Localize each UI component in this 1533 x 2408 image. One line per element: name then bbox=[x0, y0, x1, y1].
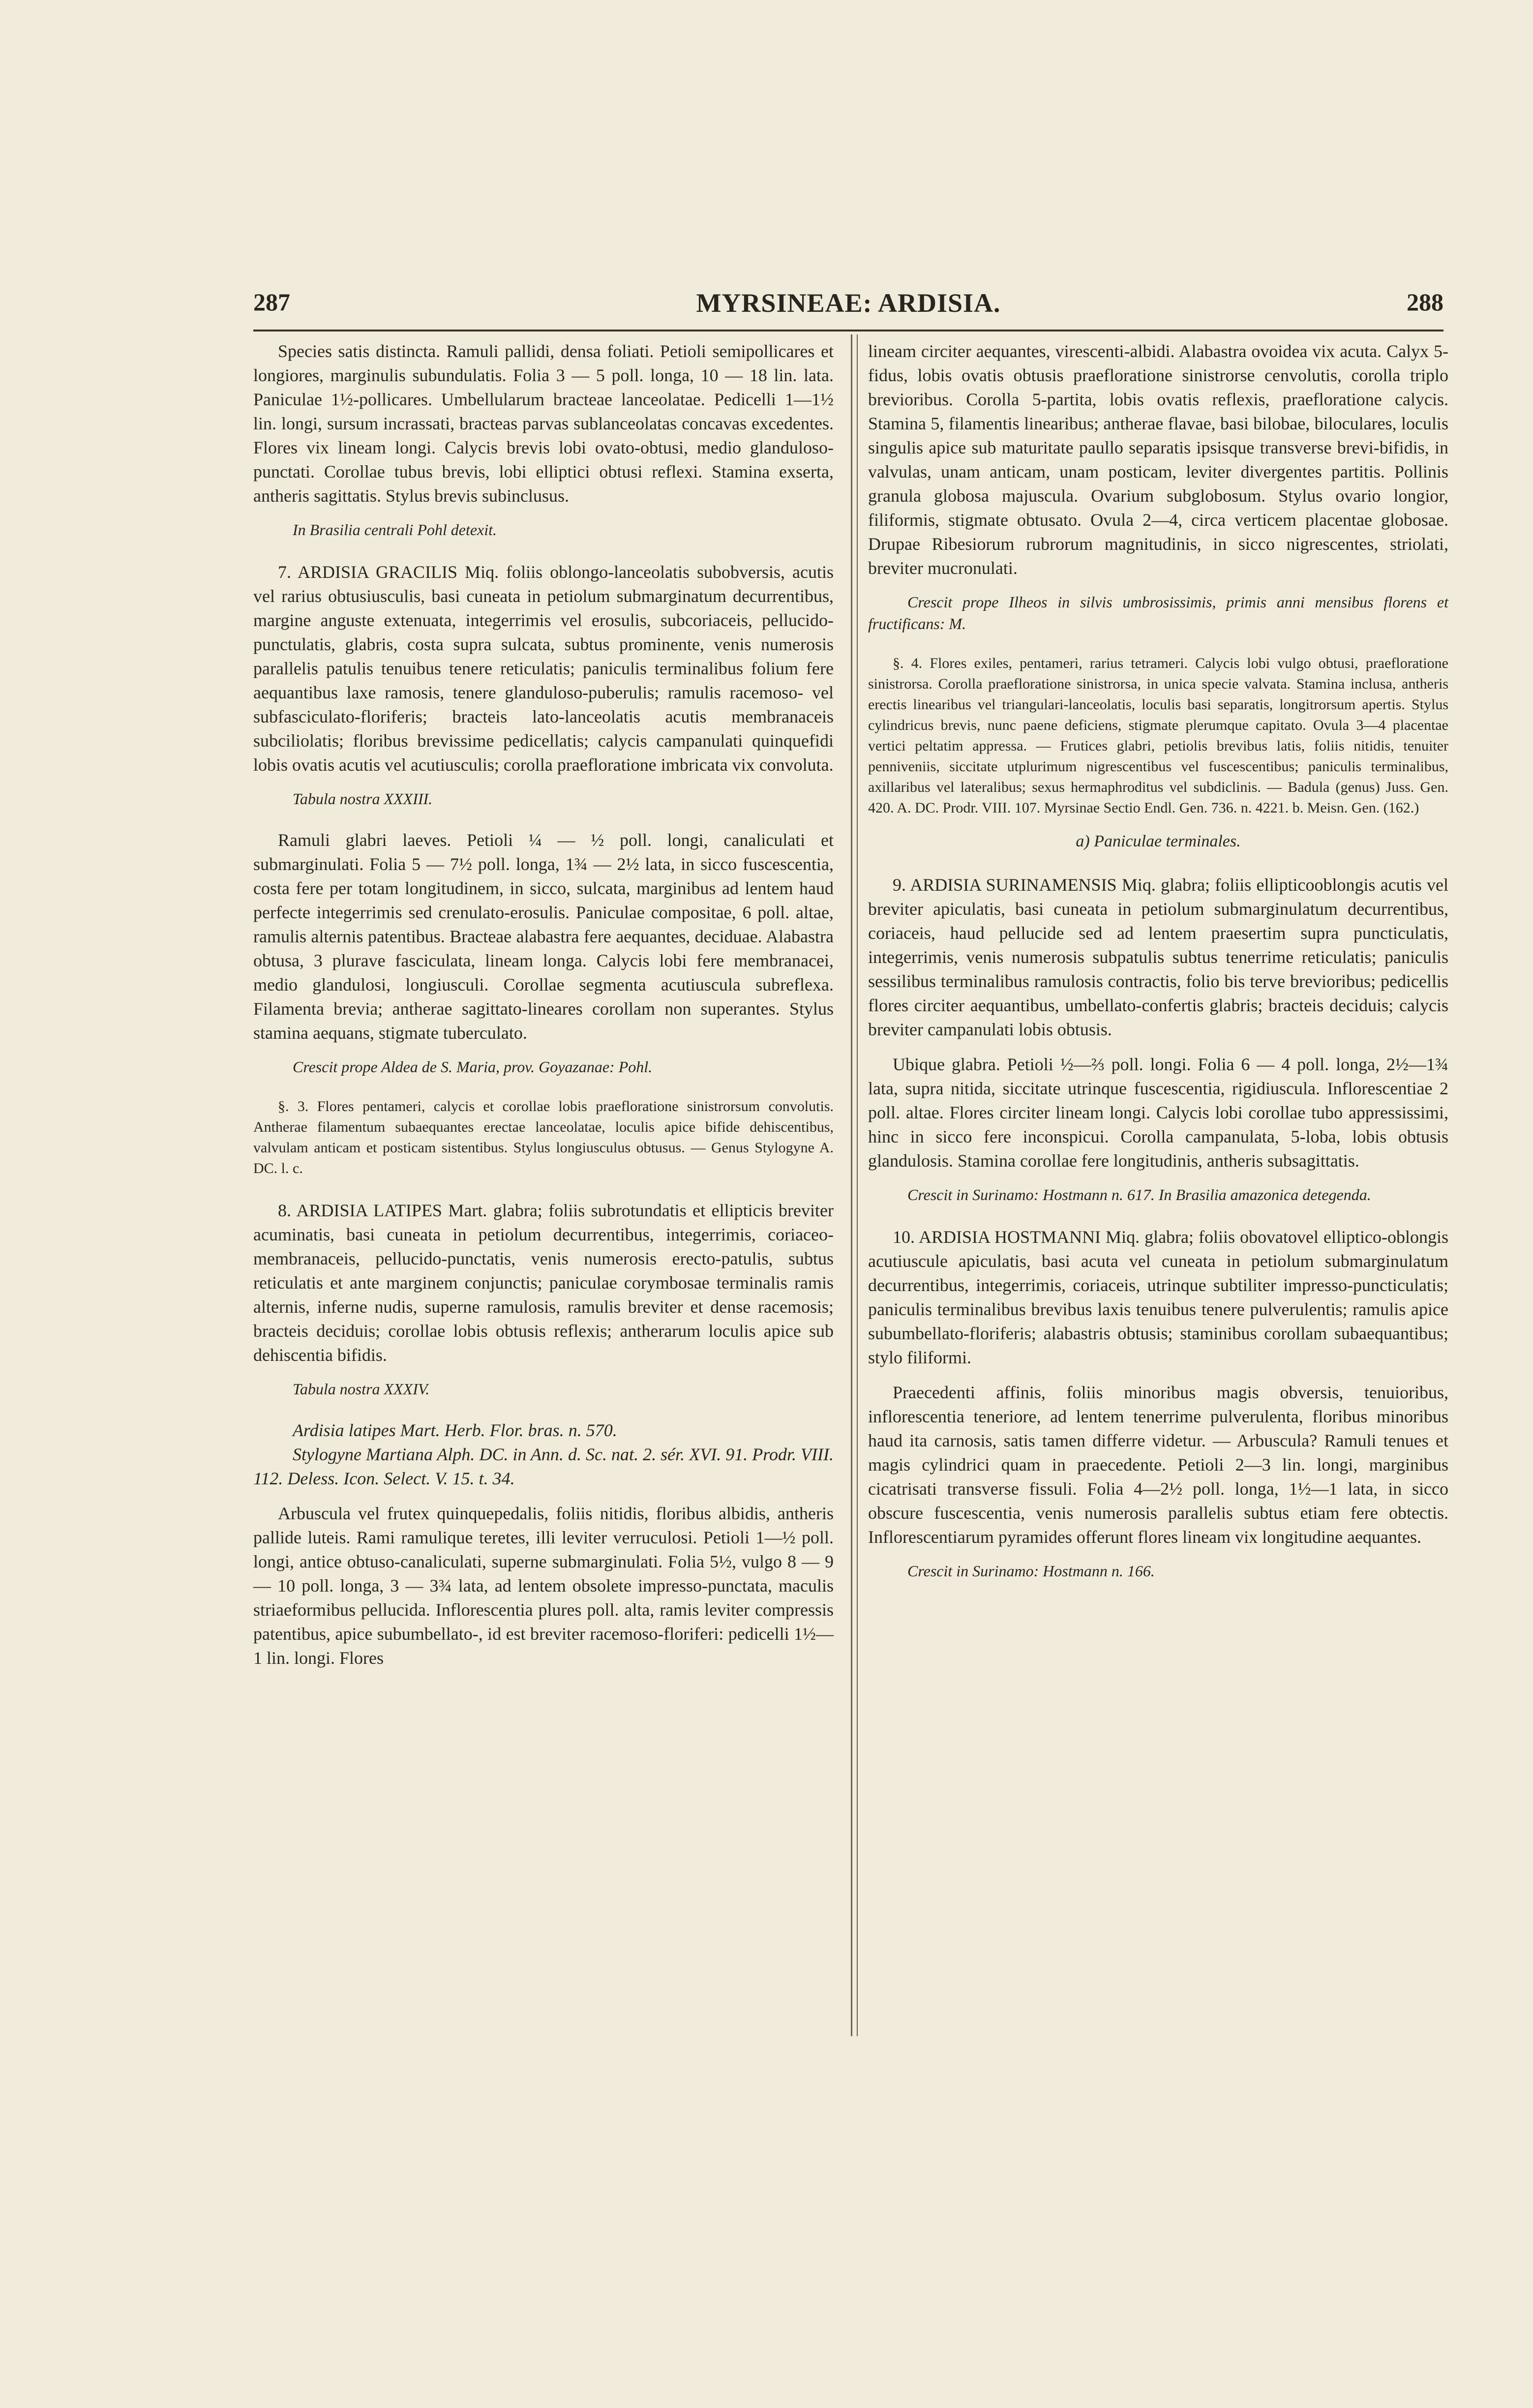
synonym-reference: Stylogyne Martiana Alph. DC. in Ann. d. Sc. nat. 2. sér. XVI. 91. Prodr. VIII. 112. Deless. Icon. Select. V. 15. t. 34. bbox=[253, 1445, 834, 1488]
paragraph: Ramuli glabri laeves. Petioli ¼ — ½ poll. longi, canaliculati et submarginulati. Folia 5 — 7½ poll. longa, 1¾ — 2½ lata, in sicco fuscescentia, costa fere per totam longitudinem, in sicco, sulcata, marginibus ad lentem haud perfecte integerrimis sed crenulato-erosulis. Paniculae compositae, 6 poll. altae, ramulis alternis patentibus. Bracteae alabastra fere aequantes, deciduae. Alabastra obtusa, 3 plurave fasciculata, lineam longa. Calycis lobi fere membranacei, medio glandulosi, longiusculi. Corollae segmenta acutiuscula subreflexa. Filamenta brevia; antherae sagittato-lineares corollam non superantes. Stylus stamina aequans, stigmate tuberculato. bbox=[253, 830, 834, 1043]
section-note: §. 3. Flores pentameri, calycis et corollae lobis praefloratione sinistrorsum convolutis. Antherae filamentum subaequantes erectae lanceolatae, loculis apice bifide dehiscentibus, valvulam anticam et posticam sistentibus. Stylus longiusculus obtusus. — Genus Stylogyne A. DC. l. c. bbox=[253, 1098, 834, 1176]
locality-citation: Crescit in Surinamo: Hostmann n. 617. In Brasilia amazonica detegenda. bbox=[907, 1186, 1371, 1204]
paragraph: Species satis distincta. Ramuli pallidi, densa foliati. Petioli semipollicares et longiores, marginulis subundulatis. Folia 3 — 5 poll. longa, 10 — 18 lin. lata. Paniculae 1½-pollicares. Umbellularum bracteae lanceolatae. Pedicelli 1—1½ lin. longi, sursum incrassati, bracteas parvas sublanceolatas concavas excedentes. Flores vix lineam longi. Calycis brevis lobi ovato-obtusi, medio glanduloso-punctati. Corollae tubus brevis, lobi elliptici obtusi reflexi. Stamina exserta, antheris sagittatis. Stylus brevis subinclusus. bbox=[253, 341, 834, 506]
locality-citation: Crescit prope Ilheos in silvis umbrosissimis, primis anni mensibus florens et fructificans: M. bbox=[868, 593, 1448, 632]
column-rule-inner bbox=[857, 334, 858, 2036]
paragraph: Praecedenti affinis, foliis minoribus magis obversis, tenuioribus, inflorescentia teneriore, ad lentem tenerrime pulverulenta, floribus minoribus haud ita carnosis, satis tamen differre videtur. — Arbuscula? Ramuli tenues et magis cylindrici quam in praecedente. Petioli 2—3 lin. longi, marginibus cicatrisati transverse fissuli. Folia 4—2½ poll. longa, 1½—1 lata, in sicco obscure fuscescentia, venis numerosis parallelis subtus etiam fere obtectis. Inflorescentiarum pyramides offerunt flores lineam vix longitudine aequantes. bbox=[868, 1383, 1448, 1547]
species-diagnosis: 7. ARDISIA GRACILIS Miq. foliis oblongo-lanceolatis subobversis, acutis vel rarius obtusiusculis, basi cuneata in petiolum submarginatum decurrentibus, margine anguste extenuata, integerrimis vel erosulis, subcoriaceis, pellucido-punctulatis, glabris, costa supra sulcata, subtus prominente, venis numerosis parallelis patulis tenuibus tenere reticulatis; paniculis terminalibus folium fere aequantibus laxe ramosis, tenere glanduloso-puberulis; ramulis racemoso- vel subfasciculato-floriferis; bracteis lato-lanceolatis acutis membranaceis subciliolatis; floribus brevissime pedicellatis; calycis campanulati quinquefidi lobis ovatis acutis vel acutiusculis; corolla praefloratione imbricata vix convoluta. bbox=[253, 562, 834, 775]
locality-citation: Crescit in Surinamo: Hostmann n. 166. bbox=[907, 1562, 1155, 1580]
page-number-right: 288 bbox=[1407, 288, 1443, 316]
header-rule bbox=[253, 330, 1443, 331]
paragraph: Arbuscula vel frutex quinquepedalis, foliis nitidis, floribus albidis, antheris pallide luteis. Rami ramulique teretes, illi leviter verruculosi. Petioli 1—½ poll. longi, antice obtuso-canaliculati, superne submarginulati. Folia 5½, vulgo 8 — 9 — 10 poll. longa, 3 — 3¾ lata, ad lentem obsolete impresso-punctata, maculis striaeformibus pellucida. Inflorescentia plures poll. alta, ramis leviter compressis patentibus, apice subumbellato-, id est breviter racemoso-floriferi: pedicelli 1½—1 lin. longi. Flores bbox=[253, 1504, 834, 1668]
subsection-heading: a) Paniculae terminales. bbox=[1076, 832, 1241, 850]
species-diagnosis: 9. ARDISIA SURINAMENSIS Miq. glabra; foliis ellipticooblongis acutis vel breviter apiculatis, basi cuneata in petiolum submarginulatum decurrentibus, coriaceis, haud pellucide sed ad lentem praesertim supra puncticulatis, integerrimis, venis numerosis subpatulis subtus tenerrime reticulatis; paniculis sessilibus terminalibus ramulosis contractis, folio bis terve brevioribus; pedicellis flores circiter aequantibus, umbellato-confertis glabris; bracteis deciduis; calycis breviter campanulati lobis obtusis. bbox=[868, 875, 1448, 1039]
column-rule bbox=[851, 334, 852, 2036]
right-column bbox=[868, 339, 1448, 1600]
page-header bbox=[253, 288, 1443, 332]
locality-citation: Crescit prope Aldea de S. Maria, prov. Goyazanae: Pohl. bbox=[293, 1058, 653, 1076]
synonym-reference: Ardisia latipes Mart. Herb. Flor. bras. n. 570. bbox=[293, 1420, 617, 1440]
locality-citation: In Brasilia centrali Pohl detexit. bbox=[293, 521, 497, 539]
page-number-left: 287 bbox=[253, 288, 290, 316]
plate-reference: Tabula nostra XXXIV. bbox=[293, 1380, 430, 1398]
paragraph: Ubique glabra. Petioli ½—⅔ poll. longi. Folia 6 — 4 poll. longa, 2½—1¾ lata, supra nitida, siccitate utrinque fuscescentia, rigidiuscula. Inflorescentiae 2 poll. altae. Flores circiter lineam longi. Calycis lobi corollae tubo appressissimi, hinc in sicco fere inconspicui. Corolla campanulata, 5-loba, lobis obtusis glandulosis. Stamina corollae fere longitudinis, antheris subsagittatis. bbox=[868, 1054, 1448, 1171]
left-column bbox=[253, 339, 834, 1681]
species-diagnosis: 8. ARDISIA LATIPES Mart. glabra; foliis subrotundatis et ellipticis breviter acuminatis, basi cuneata in petiolum decurrentibus, integerrimis, coriaceo-membranaceis, pellucido-punctatis, venis numerosis erecto-patulis, subtus reticulatis et ante marginem conjunctis; paniculae corymbosae terminalis ramis alternis, inferne nudis, superne ramulosis, ramulis breviter et dense racemosis; bracteis deciduis; corollae lobis obtusis reflexis; antherarum loculis apice sub dehiscentia bifidis. bbox=[253, 1201, 834, 1365]
plate-reference: Tabula nostra XXXIII. bbox=[293, 790, 433, 808]
species-diagnosis: 10. ARDISIA HOSTMANNI Miq. glabra; foliis obovatovel elliptico-oblongis acutiuscule apiculatis, basi acuta vel cuneata in petiolum submarginulatum decurrentibus, integerrimis, coriaceis, utrinque subtiliter impresso-puncticulatis; paniculis terminalibus brevibus laxis tenuibus tenere pulverulentis; ramulis apice subumbellato-floriferis; alabastris obtusis; staminibus corollam subaequantibus; stylo filiformi. bbox=[868, 1227, 1448, 1367]
section-note: §. 4. Flores exiles, pentameri, rarius tetrameri. Calycis lobi vulgo obtusi, praefloratione sinistrorsa. Corolla praefloratione sinistrorsa, in unica specie valvata. Stamina inclusa, antheris erectis linearibus vel triangulari-lanceolatis, loculis basi separatis, longitrorsum apertis. Stylus cylindricus brevis, nunc paene deficiens, stigmate plerumque capitato. Ovula 3—4 placentae vertici peltatim appressa. — Frutices glabri, petiolis brevibus latis, foliis nitidis, tenuiter penniveniis, siccitate utplurimum nigrescentibus vel fuscescentibus; paniculis terminalibus, axillaribus vel lateralibus; sexus hermaphroditus vel subdiclinis. — Badula (genus) Juss. Gen. 420. A. DC. Prodr. VIII. 107. Myrsinae Sectio Endl. Gen. 736. n. 4221. b. Meisn. Gen. (162.) bbox=[868, 655, 1448, 816]
running-title: MYRSINEAE: ARDISIA. bbox=[696, 288, 1001, 318]
paragraph: lineam circiter aequantes, virescenti-albidi. Alabastra ovoidea vix acuta. Calyx 5-fidus, lobis ovatis obtusis praefloratione sinistrorse cenvolutis, corolla triplo brevioribus. Corolla 5-partita, lobis ovatis reflexis, praefloratione calycis. Stamina 5, filamentis linearibus; antherae flavae, basi bilobae, biloculares, loculis singulis apice sub maturitate paullo separatis ipsisque transverse brevi-bifidis, in valvulas, unam anticam, unam posticam, leviter divergentes partitis. Pollinis granula globosa majuscula. Ovarium subglobosum. Stylus ovario longior, filiformis, stigmate obtusato. Ovula 2—4, circa verticem placentae globosae. Drupae Ribesiorum rubrorum magnitudinis, in sicco nigrescentes, striolati, breviter mucronulati. bbox=[868, 341, 1448, 578]
